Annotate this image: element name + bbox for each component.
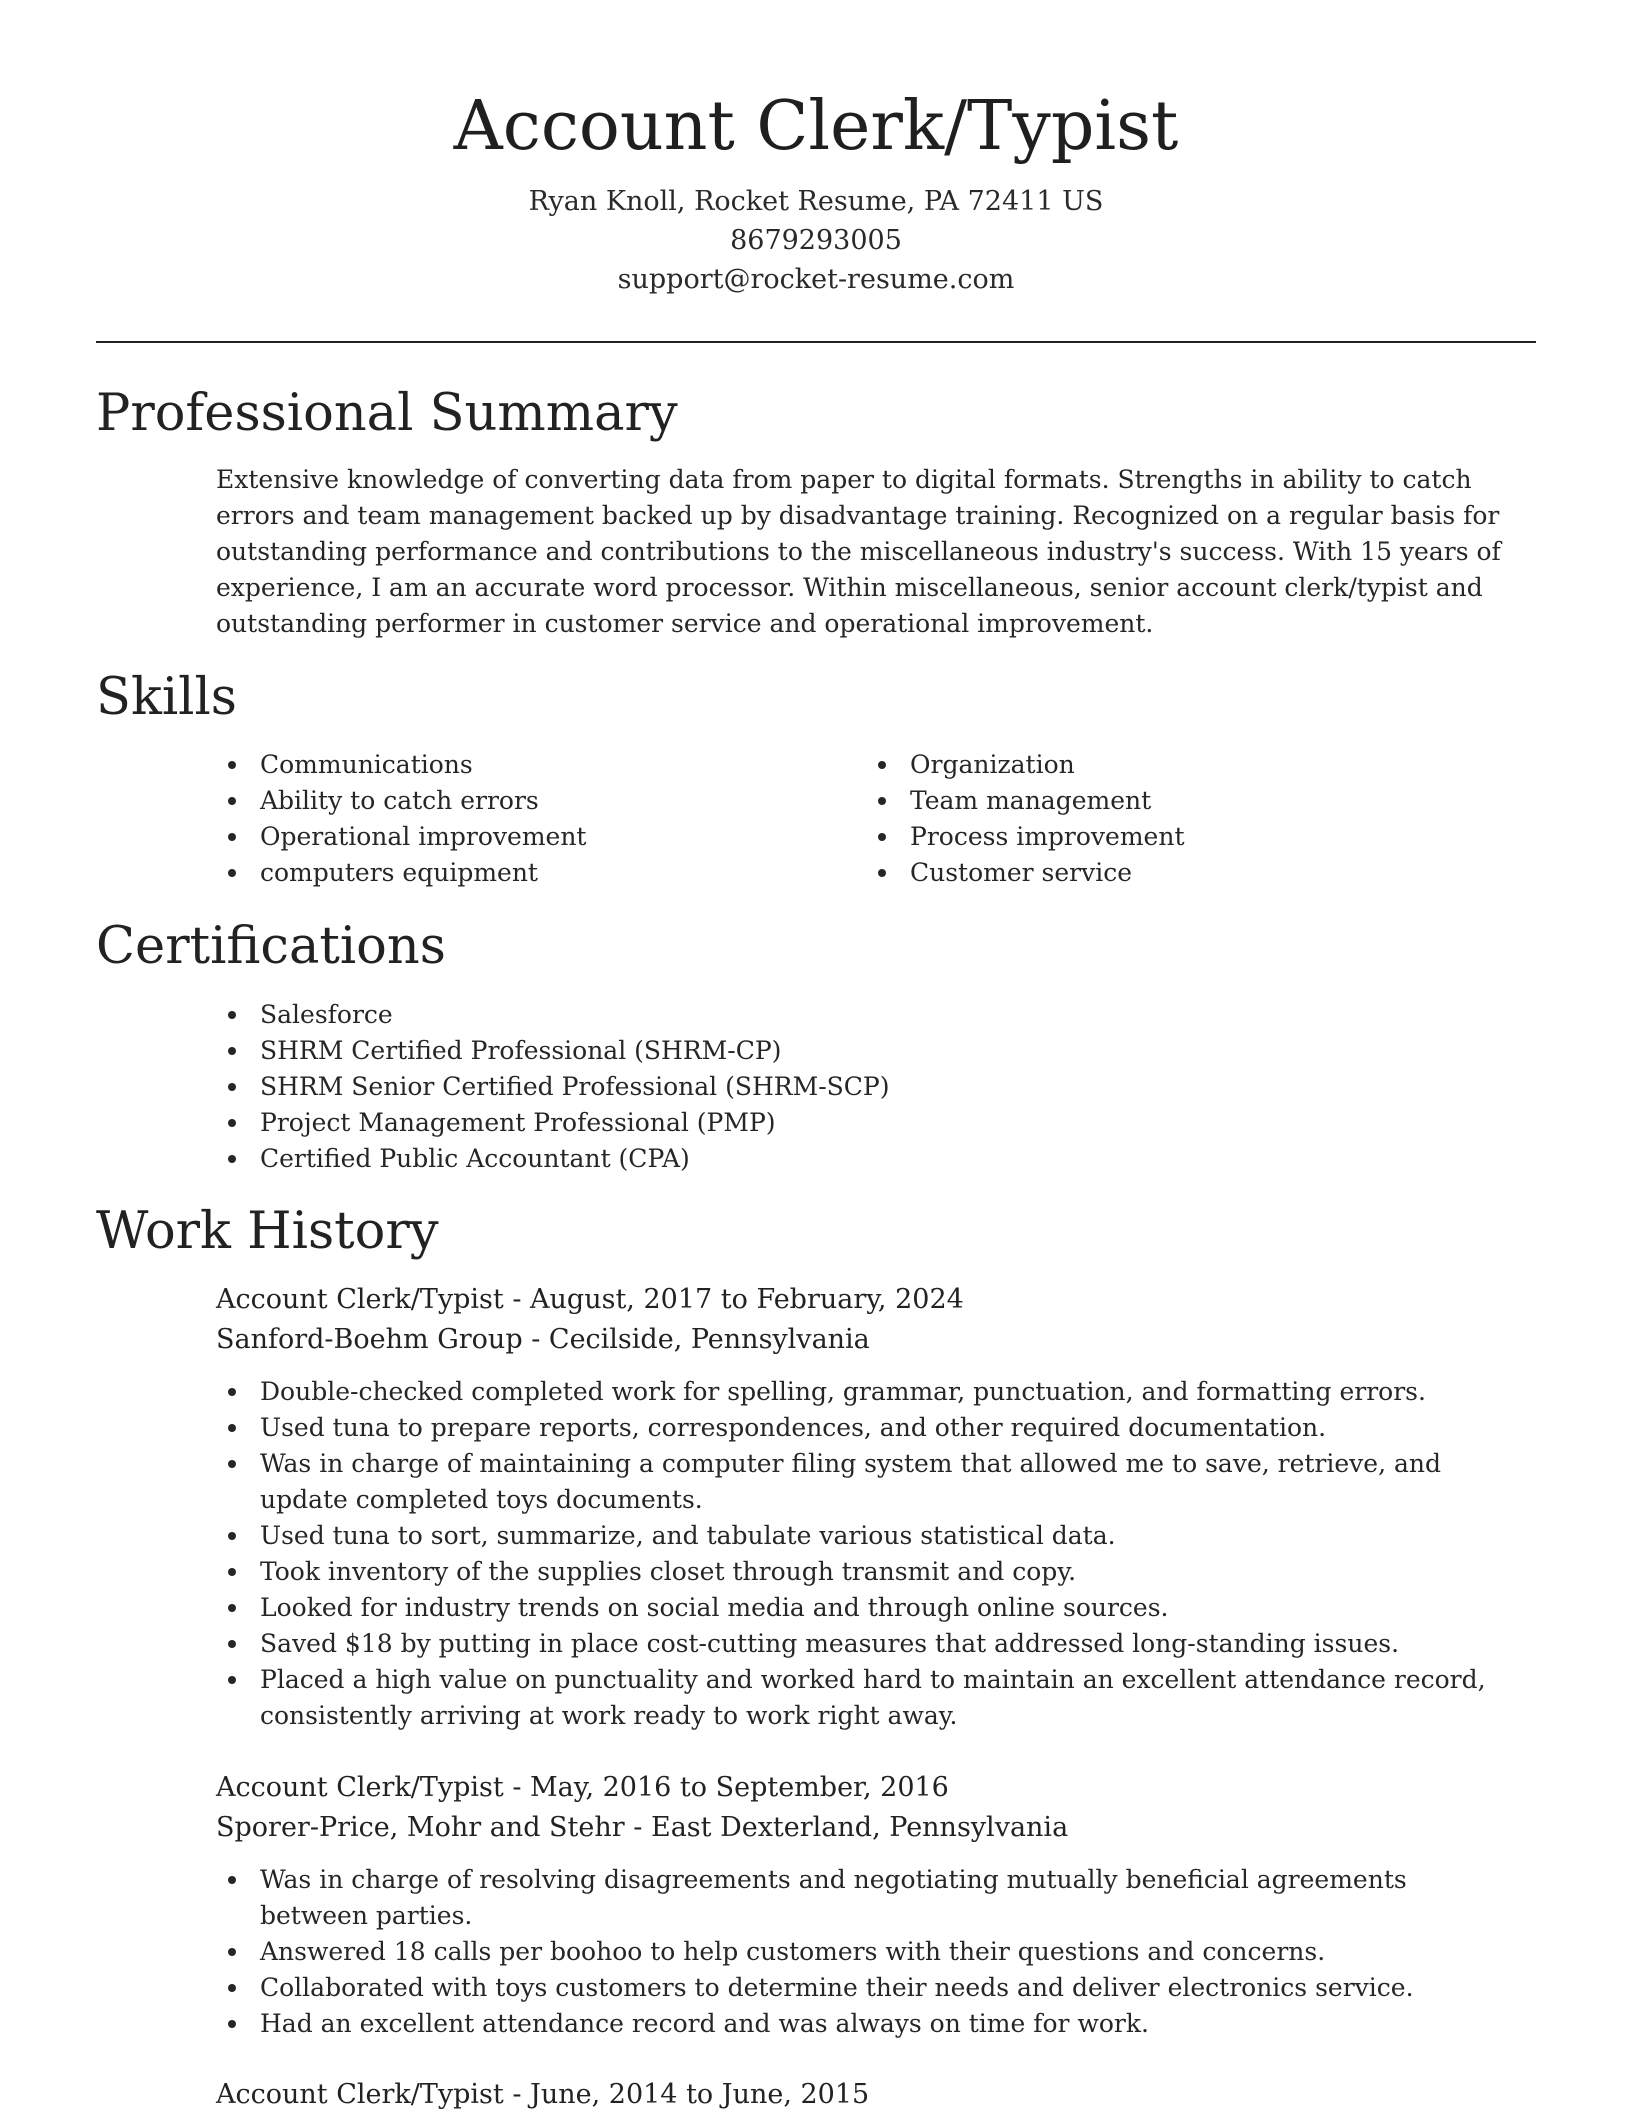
job-heading	[216, 2075, 869, 2115]
job-bullet: Collaborated with toys customers to determine their needs and deliver electronics service.	[216, 1970, 1506, 2006]
separator: -	[503, 1772, 531, 1803]
job-bullet: Saved $18 by putting in place cost-cutting measures that addressed long-standing issues.	[216, 1626, 1506, 1662]
job-dates: June, 2014 to June, 2015	[530, 2079, 870, 2110]
skill-item: Customer service	[866, 855, 1506, 891]
job-location: East Dexterland, Pennsylvania	[650, 1812, 1069, 1843]
job-bullets	[216, 1862, 1506, 2042]
resume-title: Account Clerk/Typist	[453, 87, 1179, 166]
job-title: Account Clerk/Typist	[216, 1284, 504, 1315]
job-bullet: Took inventory of the supplies closet through transmit and copy.	[216, 1554, 1506, 1590]
job-title: Account Clerk/Typist	[216, 2079, 504, 2110]
certification-item: SHRM Senior Certified Professional (SHRM-SCP)	[216, 1069, 1416, 1105]
certification-item: SHRM Certified Professional (SHRM-CP)	[216, 1033, 1416, 1069]
job-bullet: Had an excellent attendance record and was always on time for work.	[216, 2006, 1506, 2042]
job-heading	[216, 1768, 949, 1808]
skill-item: Ability to catch errors	[216, 783, 816, 819]
skill-item: Operational improvement	[216, 819, 816, 855]
job-heading	[216, 1280, 964, 1320]
separator: -	[503, 1284, 531, 1315]
section-title-certifications: Certifications	[96, 917, 446, 976]
job-employer: Sanford-Boehm Group	[216, 1324, 523, 1355]
skills-list-left	[216, 747, 816, 891]
job-location: Cecilside, Pennsylvania	[548, 1324, 870, 1355]
job-bullet: Placed a high value on punctuality and worked hard to maintain an excellent attendance record, consistently arriving at work ready to work right away.	[216, 1662, 1506, 1734]
job-employer-line	[216, 1320, 870, 1360]
job-title: Account Clerk/Typist	[216, 1772, 504, 1803]
job-employer-line	[216, 1808, 1068, 1848]
certifications-list	[216, 997, 1416, 1177]
job-bullet: Used tuna to sort, summarize, and tabulate various statistical data.	[216, 1518, 1506, 1554]
certification-item: Project Management Professional (PMP)	[216, 1105, 1416, 1141]
job-dates: August, 2017 to February, 2024	[530, 1284, 964, 1315]
section-title-skills: Skills	[96, 668, 237, 727]
job-bullet: Answered 18 calls per boohoo to help customers with their questions and concerns.	[216, 1934, 1506, 1970]
job-bullet: Double-checked completed work for spelling, grammar, punctuation, and formatting errors.	[216, 1374, 1506, 1410]
header-divider	[96, 341, 1536, 343]
separator: -	[522, 1324, 549, 1355]
contact-block	[0, 182, 1632, 299]
certification-item: Salesforce	[216, 997, 1416, 1033]
section-title-work-history: Work History	[96, 1202, 439, 1261]
skill-item: Team management	[866, 783, 1506, 819]
skill-item: computers equipment	[216, 855, 816, 891]
contact-address: Ryan Knoll, Rocket Resume, PA 72411 US	[528, 186, 1104, 217]
separator: -	[624, 1812, 651, 1843]
section-title-summary: Professional Summary	[96, 384, 678, 443]
skill-item: Process improvement	[866, 819, 1506, 855]
separator: -	[503, 2079, 531, 2110]
contact-email: support@rocket-resume.com	[617, 264, 1015, 295]
skill-item: Organization	[866, 747, 1506, 783]
certification-item: Certified Public Accountant (CPA)	[216, 1141, 1416, 1177]
job-bullet: Used tuna to prepare reports, correspondences, and other required documentation.	[216, 1410, 1506, 1446]
resume-header	[0, 0, 1632, 299]
contact-phone: 8679293005	[730, 225, 902, 256]
summary-text: Extensive knowledge of converting data from paper to digital formats. Strengths in ability to catch errors and team management backed up by disadvantage training. Recognized on a regular basis for outstanding performance and contributions to the miscellaneous industry's success. With 15 years of experience, I am an accurate word processor. Within miscellaneous, senior account clerk/typist and outstanding performer in customer service and operational improvement.	[216, 465, 1501, 638]
skills-list-right	[866, 747, 1506, 891]
job-employer: Sporer-Price, Mohr and Stehr	[216, 1812, 625, 1843]
job-bullets	[216, 1374, 1506, 1734]
job-bullet: Was in charge of resolving disagreements and negotiating mutually beneficial agreements between parties.	[216, 1862, 1506, 1934]
job-dates: May, 2016 to September, 2016	[530, 1772, 949, 1803]
job-bullet: Was in charge of maintaining a computer filing system that allowed me to save, retrieve, and update completed toys documents.	[216, 1446, 1506, 1518]
job-bullet: Looked for industry trends on social media and through online sources.	[216, 1590, 1506, 1626]
skill-item: Communications	[216, 747, 816, 783]
